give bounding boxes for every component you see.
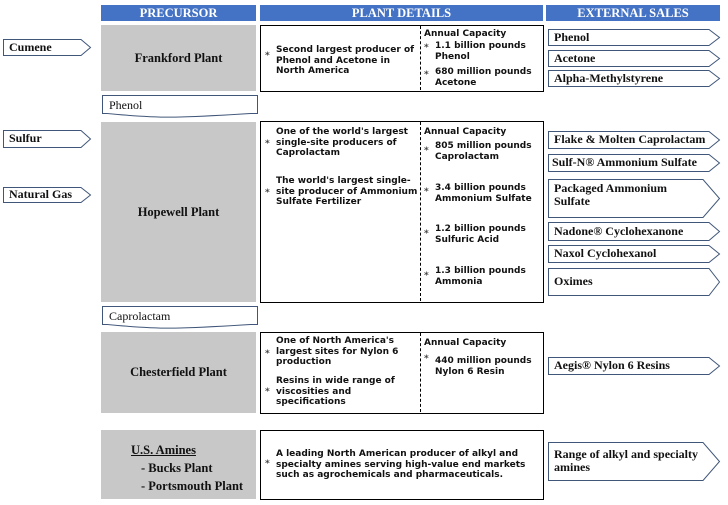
plant-site: - Bucks Plant [141,461,213,475]
flow-phenol [102,95,258,114]
plant-site: - Portsmouth Plant [141,479,244,493]
divider [420,122,421,301]
capacity-item: 1.1 billion pounds Phenol [435,41,526,62]
bullet-icon: * [424,43,429,53]
sales-label: Naxol Cyclohexanol [554,246,657,260]
divider [420,333,421,412]
sales-arrow [548,245,720,263]
capacity-item: 1.2 billion pounds Sulfuric Acid [435,224,526,245]
bullet-icon: * [265,387,270,397]
divider [420,26,421,90]
sales-arrow [548,179,720,218]
input-label-cumene: Cumene [9,40,52,54]
sales-label: Flake & Molten Caprolactam [554,132,706,146]
header-precursor: PRECURSOR [101,5,256,21]
capacity-item: 680 million pounds Acetone [435,67,532,88]
bullet-icon: * [424,70,429,80]
plant-frankford: Frankford Plant [101,25,256,91]
bullet-icon: * [424,229,429,239]
plant-chesterfield: Chesterfield Plant [101,332,256,413]
bullet-icon: * [265,51,270,61]
sales-arrow [548,29,720,46]
sales-label: Range of alkyl and specialty amines [554,447,699,474]
input-arrow-cumene [3,39,91,56]
flow-label-phenol: Phenol [109,98,143,112]
sales-label: Alpha-Methylstyrene [554,71,664,85]
bullet-icon: * [424,146,429,156]
sales-arrow [548,154,720,172]
capacity-title: Annual Capacity [424,127,507,137]
capacity-title: Annual Capacity [424,29,507,39]
detail-text: Second largest producer of Phenol and Acetone in North America [276,45,415,76]
sales-label: Nadone® Cyclohexanone [554,224,684,238]
header-external-sales: EXTERNAL SALES [546,5,720,21]
sales-label: Sulf-N® Ammonium Sulfate [552,155,697,169]
sales-arrow [548,268,720,296]
input-label-sulfur: Sulfur [9,131,42,145]
bullet-icon: * [424,271,429,281]
header-plant-details: PLANT DETAILS [260,5,543,21]
sales-arrow [548,50,720,67]
sales-arrow [548,442,720,481]
capacity-item: 805 million pounds Caprolactam [435,141,532,162]
sales-label: Acetone [554,51,596,65]
capacity-item: 440 million pounds Nylon 6 Resin [435,356,532,377]
bullet-icon: * [424,187,429,197]
capacity-item: 1.3 billion pounds Ammonia [435,266,526,287]
sales-arrow [548,222,720,241]
plant-hopewell: Hopewell Plant [101,122,256,302]
sales-arrow [548,131,720,149]
details-us-amines [260,430,544,500]
detail-text: Resins in wide range of viscosities and specifications [276,376,395,407]
capacity-item: 3.4 billion pounds Ammonium Sulfate [435,183,532,204]
detail-text: The world's largest single-site producer of Ammonium Sulfate Fertilizer [276,176,418,207]
capacity-title: Annual Capacity [424,338,507,348]
input-label-natural-gas: Natural Gas [9,187,72,201]
details-frankford [260,25,544,92]
sales-label: Phenol [554,30,590,44]
sales-arrow [548,357,720,375]
bullet-icon: * [424,354,429,364]
bullet-icon: * [265,349,270,359]
bullet-icon: * [265,188,270,198]
bullet-icon: * [265,459,270,469]
bullet-icon: * [265,139,270,149]
sales-arrow [548,70,720,87]
plant-us-amines [101,430,256,499]
detail-text: One of North America's largest sites for Nylon 6 production [276,336,399,367]
sales-label: Aegis® Nylon 6 Resins [554,358,670,372]
details-hopewell [260,121,544,303]
plant-name: U.S. Amines [131,443,196,457]
detail-text: One of the world's largest single-site producers of Caprolactam [276,127,408,158]
flow-caprolactam [102,306,258,325]
sales-label: Oximes [554,274,593,288]
sales-label: Packaged Ammonium Sulfate [554,181,668,208]
input-arrow-natural-gas [3,187,91,203]
detail-text: A leading North American producer of alkyl and specialty amines serving high-value end markets such as agrochemicals and pharmaceuticals. [276,449,526,480]
input-arrow-sulfur [3,130,91,148]
details-chesterfield [260,332,544,414]
flow-label-caprolactam: Caprolactam [109,309,171,323]
